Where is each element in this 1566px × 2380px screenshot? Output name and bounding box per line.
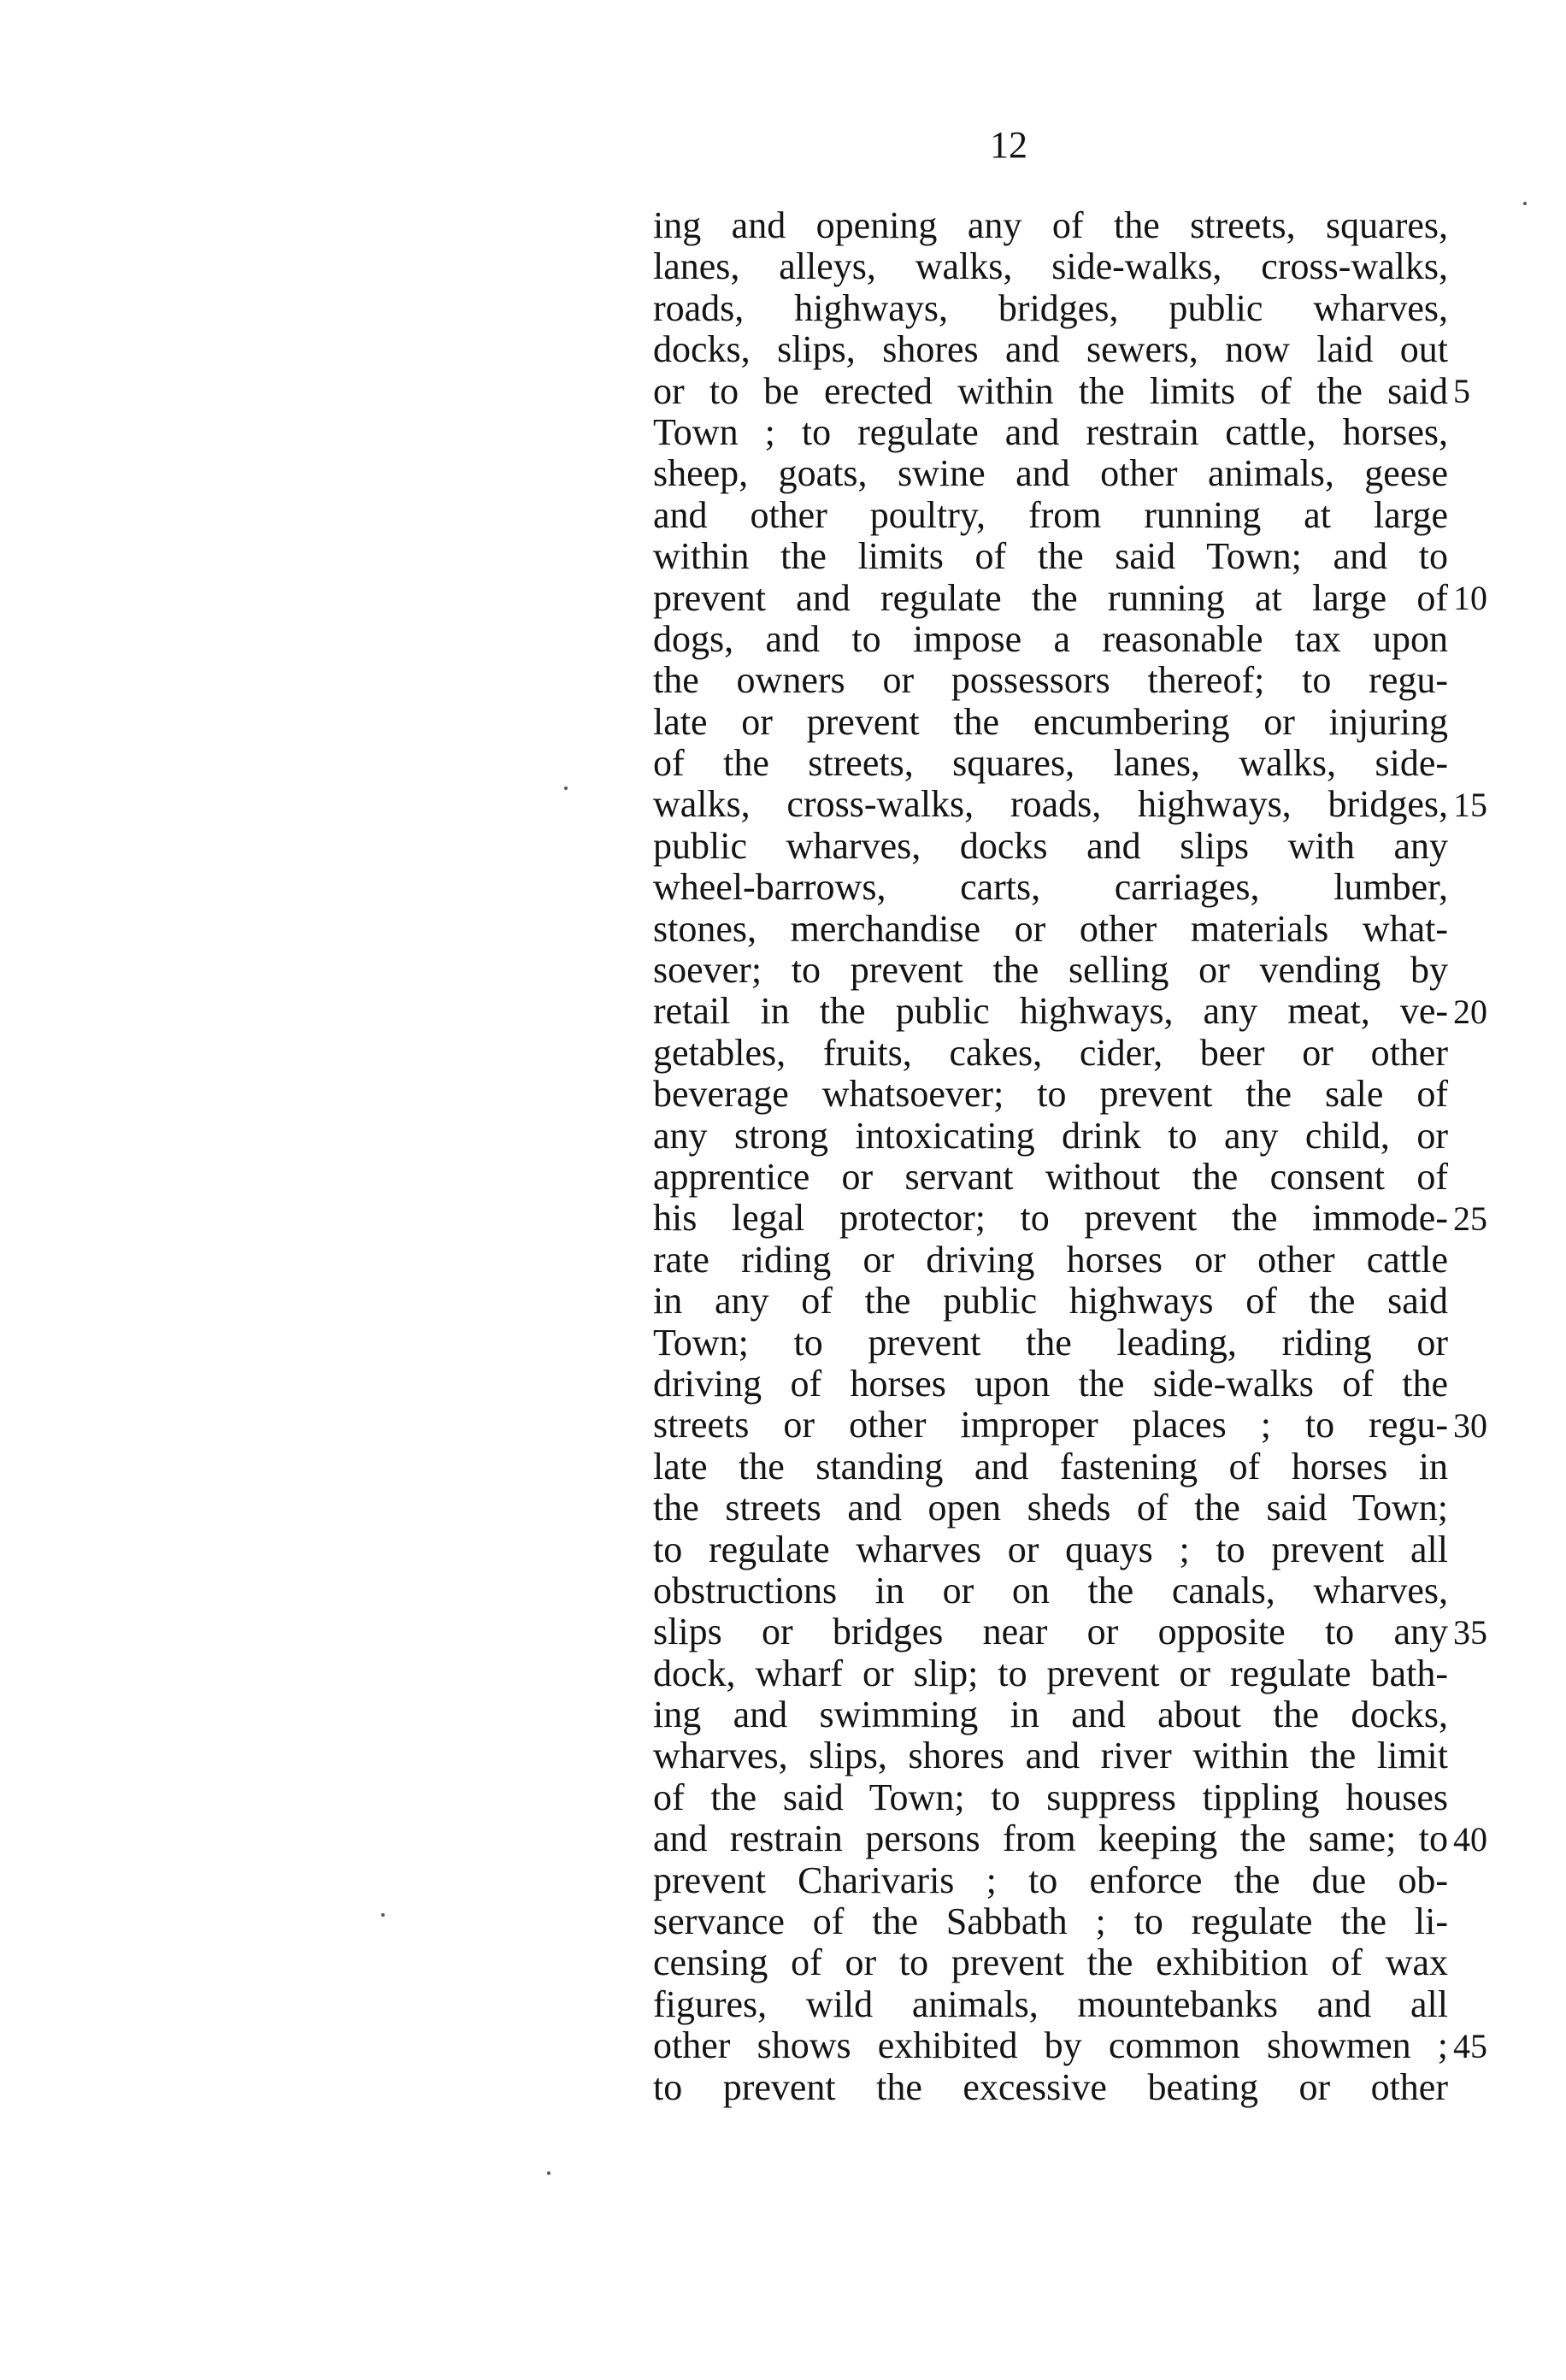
text-line: late or prevent the encumbering or injuring xyxy=(653,700,1448,743)
text-line: prevent Charivaris ; to enforce the due ob- xyxy=(653,1859,1448,1901)
text-line: dock, wharf or slip; to prevent or regulate bath- xyxy=(653,1652,1448,1694)
text-line: and restrain persons from keeping the same; to xyxy=(653,1817,1448,1860)
text-line: apprentice or servant without the consent of xyxy=(653,1155,1448,1198)
line-number: 45 xyxy=(1453,2026,1487,2065)
text-line: figures, wild animals, mountebanks and all xyxy=(653,1982,1448,2025)
text-line: prevent and regulate the running at large of xyxy=(653,576,1448,619)
text-line: his legal protector; to prevent the immode- xyxy=(653,1197,1448,1240)
text-line: sheep, goats, swine and other animals, geese xyxy=(653,452,1448,495)
paper-speck xyxy=(564,786,568,790)
text-line: or to be erected within the limits of the said xyxy=(653,369,1448,412)
line-number: 10 xyxy=(1453,578,1487,617)
text-line: slips or bridges near or opposite to any xyxy=(653,1611,1448,1653)
text-line: wheel-barrows, carts, carriages, lumber, xyxy=(653,866,1448,909)
text-line: stones, merchandise or other materials what- xyxy=(653,907,1448,950)
text-line: docks, slips, shores and sewers, now laid out xyxy=(653,328,1448,371)
text-line: and other poultry, from running at large xyxy=(653,493,1448,536)
line-number: 15 xyxy=(1453,785,1487,824)
text-line: servance of the Sabbath ; to regulate the li- xyxy=(653,1900,1448,1943)
text-line: beverage whatsoever; to prevent the sale of xyxy=(653,1073,1448,1116)
text-line: streets or other improper places ; to regu- xyxy=(653,1404,1448,1446)
text-line: other shows exhibited by common showmen ; xyxy=(653,2024,1448,2067)
line-number: 5 xyxy=(1453,371,1470,410)
text-line: dogs, and to impose a reasonable tax upon xyxy=(653,617,1448,660)
text-line: wharves, slips, shores and river within the limit xyxy=(653,1735,1448,1777)
text-line: Town; to prevent the leading, riding or xyxy=(653,1321,1448,1364)
text-line: censing of or to prevent the exhibition of wax xyxy=(653,1941,1448,1984)
text-line: driving of horses upon the side-walks of the xyxy=(653,1362,1448,1405)
text-line: obstructions in or on the canals, wharves, xyxy=(653,1569,1448,1611)
paper-speck xyxy=(381,1913,385,1917)
text-line: roads, highways, bridges, public wharves, xyxy=(653,286,1448,329)
paper-speck xyxy=(547,2171,550,2175)
line-number: 20 xyxy=(1453,992,1487,1031)
text-line: getables, fruits, cakes, cider, beer or other xyxy=(653,1031,1448,1074)
line-number: 40 xyxy=(1453,1819,1487,1859)
text-line: to prevent the excessive beating or other xyxy=(653,2065,1448,2108)
line-number: 25 xyxy=(1453,1199,1487,1238)
text-line: to regulate wharves or quays ; to prevent all xyxy=(653,1528,1448,1570)
text-line: any strong intoxicating drink to any child, or xyxy=(653,1114,1448,1157)
line-number: 35 xyxy=(1453,1612,1487,1652)
text-line: in any of the public highways of the said xyxy=(653,1280,1448,1323)
text-line: ing and swimming in and about the docks, xyxy=(653,1694,1448,1736)
text-line: within the limits of the said Town; and to xyxy=(653,535,1448,578)
text-line: lanes, alleys, walks, side-walks, cross-walks, xyxy=(653,245,1448,288)
text-line: of the said Town; to suppress tippling houses xyxy=(653,1776,1448,1818)
line-number: 30 xyxy=(1453,1405,1487,1445)
text-line: walks, cross-walks, roads, highways, bridges, xyxy=(653,783,1448,826)
text-line: ing and opening any of the streets, squares, xyxy=(653,204,1448,246)
paper-speck xyxy=(1523,202,1527,205)
body-text xyxy=(653,205,1448,2108)
text-line: public wharves, docks and slips with any xyxy=(653,824,1448,867)
text-line: soever; to prevent the selling or vending by xyxy=(653,949,1448,992)
page-number: 12 xyxy=(990,124,1027,166)
text-line: retail in the public highways, any meat, ve- xyxy=(653,990,1448,1033)
text-line: the streets and open sheds of the said Town; xyxy=(653,1487,1448,1529)
text-line: of the streets, squares, lanes, walks, side- xyxy=(653,742,1448,785)
text-line: late the standing and fastening of horses in xyxy=(653,1445,1448,1488)
text-line: the owners or possessors thereof; to regu- xyxy=(653,659,1448,702)
text-line: Town ; to regulate and restrain cattle, horses, xyxy=(653,410,1448,453)
text-line: rate riding or driving horses or other cattle xyxy=(653,1238,1448,1281)
